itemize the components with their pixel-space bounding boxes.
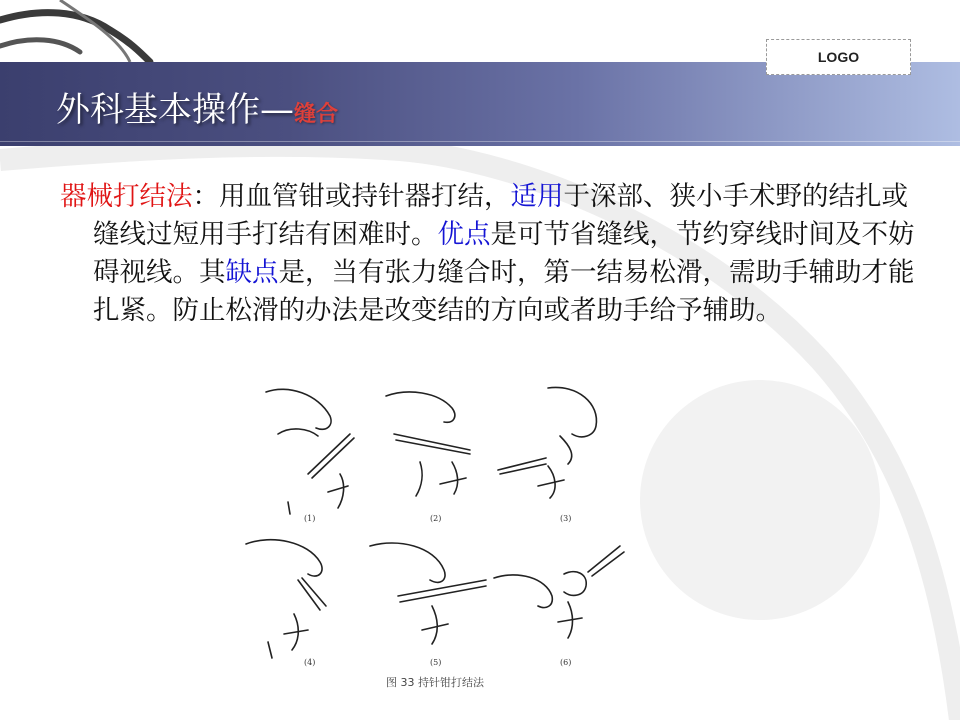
text-segment: ：用血管钳或持针器打结， [192,181,511,212]
figure-drawings [208,374,640,674]
title-main: 外科基本操作— [56,90,294,130]
text-segment: 是可节省缝线，节约穿线时间及不妨碍视线。其 [93,219,915,288]
highlight-advantage: 优点 [437,219,491,250]
figure-label: (6) [560,658,572,667]
knot-tying-figure [208,374,640,720]
logo-placeholder: LOGO [766,39,911,75]
figure-label: (4) [304,658,316,667]
figure-label: (3) [560,514,572,523]
figure-label: (2) [430,514,442,523]
figure-label: (5) [430,658,442,667]
text-segment: 于深部、狭小手术野的结扎或缝线过短用手打结有困难时。 [93,181,908,250]
highlight-disadvantage: 缺点 [225,257,279,288]
body-paragraph [60,178,933,330]
figure-caption: 图 33 持针钳打结法 [386,676,484,689]
figure-label: (1) [304,514,316,523]
highlight-suitable: 适用 [510,181,564,212]
title-sub: 缝合 [294,102,339,127]
page-title [56,82,338,131]
text-segment: 是，当有张力缝合时，第一结易松滑，需助手辅助才能扎紧。防止松滑的办法是改变结的方向或者助手给予辅助。 [93,257,915,326]
term-label: 器械打结法 [60,181,193,212]
